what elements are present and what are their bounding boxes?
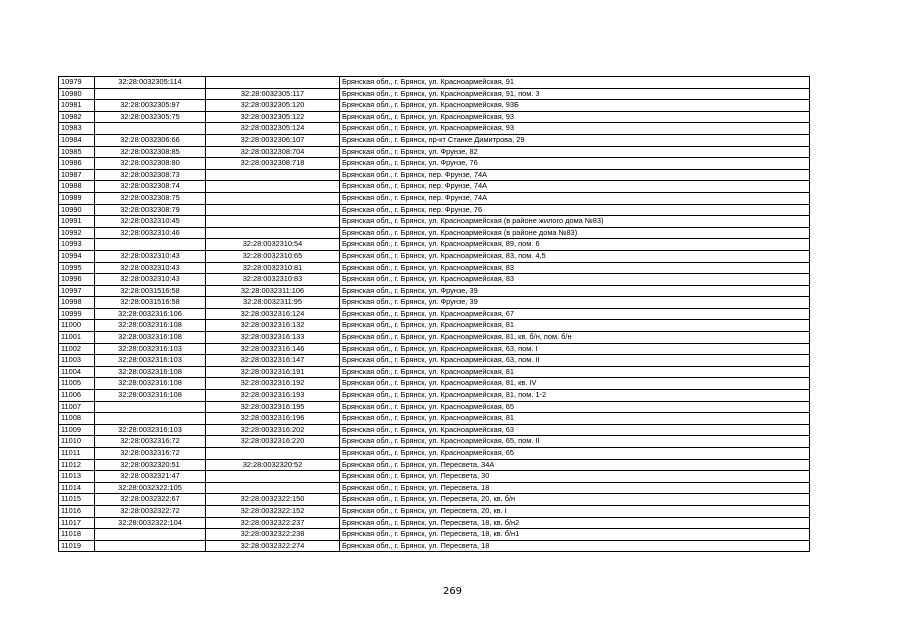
object-cadastral-number-cell: 32:28:0032316:124: [206, 308, 340, 320]
object-cadastral-number-cell: 32:28:0032305:124: [206, 123, 340, 135]
table-row: [59, 134, 810, 146]
row-number-cell: 10998: [59, 297, 95, 309]
object-cadastral-number-cell: [206, 227, 340, 239]
object-cadastral-number-cell: 32:28:0032320:52: [206, 459, 340, 471]
table-row: [59, 320, 810, 332]
object-cadastral-number-cell: 32:28:0032311:95: [206, 297, 340, 309]
address-cell: Брянская обл., г. Брянск, ул. Красноармейская, 81: [340, 413, 810, 425]
object-cadastral-number-cell: 32:28:0032305:122: [206, 111, 340, 123]
row-number-cell: 11010: [59, 436, 95, 448]
row-number-cell: 10983: [59, 123, 95, 135]
land-cadastral-number-cell: [95, 88, 206, 100]
row-number-cell: 10991: [59, 216, 95, 228]
row-number-cell: 11005: [59, 378, 95, 390]
row-number-cell: 10996: [59, 274, 95, 286]
land-cadastral-number-cell: 32:28:0032305:97: [95, 100, 206, 112]
address-cell: Брянская обл., г. Брянск, ул. Красноармейская, 67: [340, 308, 810, 320]
object-cadastral-number-cell: 32:28:0032316:193: [206, 390, 340, 402]
address-cell: Брянская обл., г. Брянск, ул. Фрунзе, 76: [340, 158, 810, 170]
table-row: [59, 297, 810, 309]
object-cadastral-number-cell: 32:28:0032316:202: [206, 424, 340, 436]
address-cell: Брянская обл., г. Брянск, ул. Пересвета, 18: [340, 540, 810, 552]
table-row: [59, 77, 810, 89]
object-cadastral-number-cell: [206, 204, 340, 216]
table-row: [59, 529, 810, 541]
land-cadastral-number-cell: 32:28:0032308:85: [95, 146, 206, 158]
land-cadastral-number-cell: 32:28:0032310:43: [95, 262, 206, 274]
row-number-cell: 11000: [59, 320, 95, 332]
table-row: [59, 448, 810, 460]
address-cell: Брянская обл., г. Брянск, ул. Фрунзе, 39: [340, 297, 810, 309]
address-cell: Брянская обл., г. Брянск, ул. Красноармейская, 91: [340, 77, 810, 89]
land-cadastral-number-cell: [95, 413, 206, 425]
object-cadastral-number-cell: 32:28:0032316:147: [206, 355, 340, 367]
row-number-cell: 10997: [59, 285, 95, 297]
object-cadastral-number-cell: 32:28:0032316:132: [206, 320, 340, 332]
row-number-cell: 11004: [59, 366, 95, 378]
address-cell: Брянская обл., г. Брянск, ул. Красноармейская, 63, пом. I: [340, 343, 810, 355]
table-row: [59, 308, 810, 320]
land-cadastral-number-cell: 32:28:0032308:79: [95, 204, 206, 216]
address-cell: Брянская обл., г. Брянск, ул. Пересвета, 30: [340, 471, 810, 483]
object-cadastral-number-cell: 32:28:0032322:150: [206, 494, 340, 506]
table-row: [59, 505, 810, 517]
address-cell: Брянская обл., г. Брянск, ул. Красноармейская, 93Б: [340, 100, 810, 112]
address-cell: Брянская обл., г. Брянск, ул. Красноармейская, 83: [340, 262, 810, 274]
row-number-cell: 11002: [59, 343, 95, 355]
address-cell: Брянская обл., г. Брянск, ул. Красноармейская (в районе дома №83): [340, 227, 810, 239]
address-cell: Брянская обл., г. Брянск, ул. Красноармейская, 91, пом. 3: [340, 88, 810, 100]
table-row: [59, 413, 810, 425]
address-cell: Брянская обл., г. Брянск, ул. Красноармейская, 65: [340, 401, 810, 413]
object-cadastral-number-cell: [206, 181, 340, 193]
row-number-cell: 10988: [59, 181, 95, 193]
row-number-cell: 11007: [59, 401, 95, 413]
table-body: [59, 77, 810, 552]
row-number-cell: 11001: [59, 332, 95, 344]
table-row: [59, 204, 810, 216]
object-cadastral-number-cell: [206, 448, 340, 460]
table-row: [59, 169, 810, 181]
table-row: [59, 459, 810, 471]
object-cadastral-number-cell: 32:28:0032305:120: [206, 100, 340, 112]
address-cell: Брянская обл., г. Брянск, ул. Красноармейская, 93: [340, 123, 810, 135]
row-number-cell: 10994: [59, 250, 95, 262]
table-row: [59, 111, 810, 123]
row-number-cell: 11018: [59, 529, 95, 541]
row-number-cell: 10984: [59, 134, 95, 146]
row-number-cell: 11008: [59, 413, 95, 425]
address-cell: Брянская обл., г. Брянск, ул. Красноармейская, 63, пом. II: [340, 355, 810, 367]
object-cadastral-number-cell: 32:28:0032322:274: [206, 540, 340, 552]
land-cadastral-number-cell: 32:28:0032322:104: [95, 517, 206, 529]
table-row: [59, 378, 810, 390]
address-cell: Брянская обл., г. Брянск, ул. Красноармейская, 63: [340, 424, 810, 436]
row-number-cell: 11016: [59, 505, 95, 517]
table-row: [59, 262, 810, 274]
land-cadastral-number-cell: 32:28:0032316:108: [95, 332, 206, 344]
land-cadastral-number-cell: [95, 239, 206, 251]
object-cadastral-number-cell: [206, 77, 340, 89]
object-cadastral-number-cell: 32:28:0032311:106: [206, 285, 340, 297]
land-cadastral-number-cell: 32:28:0032310:43: [95, 274, 206, 286]
table-row: [59, 285, 810, 297]
table-row: [59, 517, 810, 529]
object-cadastral-number-cell: 32:28:0032316:196: [206, 413, 340, 425]
object-cadastral-number-cell: 32:28:0032316:146: [206, 343, 340, 355]
object-cadastral-number-cell: [206, 192, 340, 204]
table-row: [59, 216, 810, 228]
address-cell: Брянская обл., г. Брянск, ул. Красноармейская, 83, пом. 4,5: [340, 250, 810, 262]
object-cadastral-number-cell: 32:28:0032316:220: [206, 436, 340, 448]
land-cadastral-number-cell: 32:28:0032310:45: [95, 216, 206, 228]
page-number: 269: [442, 586, 463, 597]
address-cell: Брянская обл., г. Брянск, ул. Пересвета, 20, кв. б/н: [340, 494, 810, 506]
land-cadastral-number-cell: 32:28:0032322:67: [95, 494, 206, 506]
land-cadastral-number-cell: 32:28:0032308:75: [95, 192, 206, 204]
row-number-cell: 10990: [59, 204, 95, 216]
table-row: [59, 146, 810, 158]
address-cell: Брянская обл., г. Брянск, ул. Красноармейская, 93: [340, 111, 810, 123]
row-number-cell: 10995: [59, 262, 95, 274]
address-cell: Брянская обл., г. Брянск, ул. Пересвета, 34А: [340, 459, 810, 471]
land-cadastral-number-cell: 32:28:0032316:72: [95, 436, 206, 448]
land-cadastral-number-cell: 32:28:0032308:73: [95, 169, 206, 181]
object-cadastral-number-cell: 32:28:0032316:195: [206, 401, 340, 413]
table-row: [59, 540, 810, 552]
table-row: [59, 181, 810, 193]
land-cadastral-number-cell: 32:28:0032316:108: [95, 366, 206, 378]
land-cadastral-number-cell: 32:28:0032305:75: [95, 111, 206, 123]
table-row: [59, 494, 810, 506]
row-number-cell: 11019: [59, 540, 95, 552]
table-row: [59, 158, 810, 170]
land-cadastral-number-cell: 32:28:0032322:72: [95, 505, 206, 517]
land-cadastral-number-cell: 32:28:0032306:66: [95, 134, 206, 146]
land-cadastral-number-cell: 32:28:0032316:103: [95, 424, 206, 436]
table-row: [59, 192, 810, 204]
row-number-cell: 11012: [59, 459, 95, 471]
object-cadastral-number-cell: 32:28:0032306:107: [206, 134, 340, 146]
table-row: [59, 227, 810, 239]
land-cadastral-number-cell: 32:28:0032310:46: [95, 227, 206, 239]
object-cadastral-number-cell: 32:28:0032316:133: [206, 332, 340, 344]
land-cadastral-number-cell: 32:28:0032310:43: [95, 250, 206, 262]
address-cell: Брянская обл., г. Брянск, пер. Фрунзе, 74А: [340, 192, 810, 204]
row-number-cell: 10986: [59, 158, 95, 170]
land-cadastral-number-cell: 32:28:0032316:108: [95, 378, 206, 390]
row-number-cell: 11017: [59, 517, 95, 529]
address-cell: Брянская обл., г. Брянск, ул. Красноармейская, 65: [340, 448, 810, 460]
address-cell: Брянская обл., г. Брянск, ул. Пересвета, 18, кв. б/н1: [340, 529, 810, 541]
table-row: [59, 100, 810, 112]
land-cadastral-number-cell: 32:28:0032316:106: [95, 308, 206, 320]
object-cadastral-number-cell: [206, 169, 340, 181]
address-cell: Брянская обл., г. Брянск, ул. Красноармейская, 83: [340, 274, 810, 286]
land-cadastral-number-cell: 32:28:0032308:74: [95, 181, 206, 193]
table-row: [59, 366, 810, 378]
land-cadastral-number-cell: 32:28:0032320:51: [95, 459, 206, 471]
address-cell: Брянская обл., г. Брянск, пер. Фрунзе, 76: [340, 204, 810, 216]
address-cell: Брянская обл., г. Брянск, ул. Красноармейская, 81: [340, 320, 810, 332]
object-cadastral-number-cell: 32:28:0032308:718: [206, 158, 340, 170]
row-number-cell: 11003: [59, 355, 95, 367]
address-cell: Брянская обл., г. Брянск, ул. Красноармейская, 81, кв. IV: [340, 378, 810, 390]
land-cadastral-number-cell: 32:28:0032316:103: [95, 355, 206, 367]
address-cell: Брянская обл., г. Брянск, пр-кт Станке Димитрова, 29: [340, 134, 810, 146]
object-cadastral-number-cell: 32:28:0032310:65: [206, 250, 340, 262]
object-cadastral-number-cell: 32:28:0032308:704: [206, 146, 340, 158]
row-number-cell: 10982: [59, 111, 95, 123]
row-number-cell: 10987: [59, 169, 95, 181]
row-number-cell: 11011: [59, 448, 95, 460]
object-cadastral-number-cell: 32:28:0032310:83: [206, 274, 340, 286]
table-row: [59, 424, 810, 436]
row-number-cell: 10999: [59, 308, 95, 320]
address-cell: Брянская обл., г. Брянск, пер. Фрунзе, 74А: [340, 169, 810, 181]
object-cadastral-number-cell: 32:28:0032322:238: [206, 529, 340, 541]
table-row: [59, 88, 810, 100]
address-cell: Брянская обл., г. Брянск, ул. Пересвета, 20, кв. I: [340, 505, 810, 517]
address-cell: Брянская обл., г. Брянск, ул. Красноармейская, 81, кв. б/н, пом. б/н: [340, 332, 810, 344]
land-cadastral-number-cell: 32:28:0031516:58: [95, 297, 206, 309]
address-cell: Брянская обл., г. Брянск, ул. Пересвета, 18, кв. б/н2: [340, 517, 810, 529]
object-cadastral-number-cell: [206, 471, 340, 483]
table-row: [59, 355, 810, 367]
address-cell: Брянская обл., г. Брянск, ул. Красноармейская, 81, пом. 1-2: [340, 390, 810, 402]
land-cadastral-number-cell: 32:28:0032316:108: [95, 390, 206, 402]
table-row: [59, 239, 810, 251]
land-cadastral-number-cell: [95, 540, 206, 552]
object-cadastral-number-cell: [206, 482, 340, 494]
row-number-cell: 10985: [59, 146, 95, 158]
land-cadastral-number-cell: [95, 529, 206, 541]
address-cell: Брянская обл., г. Брянск, пер. Фрунзе, 74А: [340, 181, 810, 193]
land-cadastral-number-cell: [95, 401, 206, 413]
row-number-cell: 10979: [59, 77, 95, 89]
land-cadastral-number-cell: 32:28:0032316:103: [95, 343, 206, 355]
object-cadastral-number-cell: 32:28:0032310:81: [206, 262, 340, 274]
row-number-cell: 10989: [59, 192, 95, 204]
object-cadastral-number-cell: 32:28:0032322:152: [206, 505, 340, 517]
address-cell: Брянская обл., г. Брянск, ул. Красноармейская, 89, пом. 6: [340, 239, 810, 251]
table-row: [59, 274, 810, 286]
row-number-cell: 11009: [59, 424, 95, 436]
object-cadastral-number-cell: 32:28:0032316:192: [206, 378, 340, 390]
table-row: [59, 436, 810, 448]
row-number-cell: 11014: [59, 482, 95, 494]
table-row: [59, 343, 810, 355]
table-row: [59, 123, 810, 135]
address-cell: Брянская обл., г. Брянск, ул. Пересвета, 18: [340, 482, 810, 494]
land-cadastral-number-cell: 32:28:0032322:105: [95, 482, 206, 494]
table-row: [59, 471, 810, 483]
table-row: [59, 390, 810, 402]
row-number-cell: 10980: [59, 88, 95, 100]
object-cadastral-number-cell: 32:28:0032305:117: [206, 88, 340, 100]
land-cadastral-number-cell: 32:28:0031516:58: [95, 285, 206, 297]
table-row: [59, 401, 810, 413]
land-cadastral-number-cell: 32:28:0032308:80: [95, 158, 206, 170]
address-cell: Брянская обл., г. Брянск, ул. Красноармейская, 81: [340, 366, 810, 378]
object-cadastral-number-cell: 32:28:0032310:54: [206, 239, 340, 251]
land-cadastral-number-cell: 32:28:0032316:108: [95, 320, 206, 332]
cadastral-table: [58, 76, 810, 552]
address-cell: Брянская обл., г. Брянск, ул. Красноармейская (в районе жилого дома №83): [340, 216, 810, 228]
table-row: [59, 332, 810, 344]
object-cadastral-number-cell: 32:28:0032322:237: [206, 517, 340, 529]
row-number-cell: 11015: [59, 494, 95, 506]
address-cell: Брянская обл., г. Брянск, ул. Красноармейская, 65, пом. II: [340, 436, 810, 448]
land-cadastral-number-cell: 32:28:0032321:47: [95, 471, 206, 483]
address-cell: Брянская обл., г. Брянск, ул. Фрунзе, 39: [340, 285, 810, 297]
address-cell: Брянская обл., г. Брянск, ул. Фрунзе, 82: [340, 146, 810, 158]
land-cadastral-number-cell: 32:28:0032316:72: [95, 448, 206, 460]
land-cadastral-number-cell: [95, 123, 206, 135]
row-number-cell: 11013: [59, 471, 95, 483]
object-cadastral-number-cell: [206, 216, 340, 228]
row-number-cell: 10981: [59, 100, 95, 112]
row-number-cell: 10992: [59, 227, 95, 239]
land-cadastral-number-cell: 32:28:0032305:114: [95, 77, 206, 89]
table-row: [59, 482, 810, 494]
row-number-cell: 10993: [59, 239, 95, 251]
row-number-cell: 11006: [59, 390, 95, 402]
table-row: [59, 250, 810, 262]
object-cadastral-number-cell: 32:28:0032316:191: [206, 366, 340, 378]
